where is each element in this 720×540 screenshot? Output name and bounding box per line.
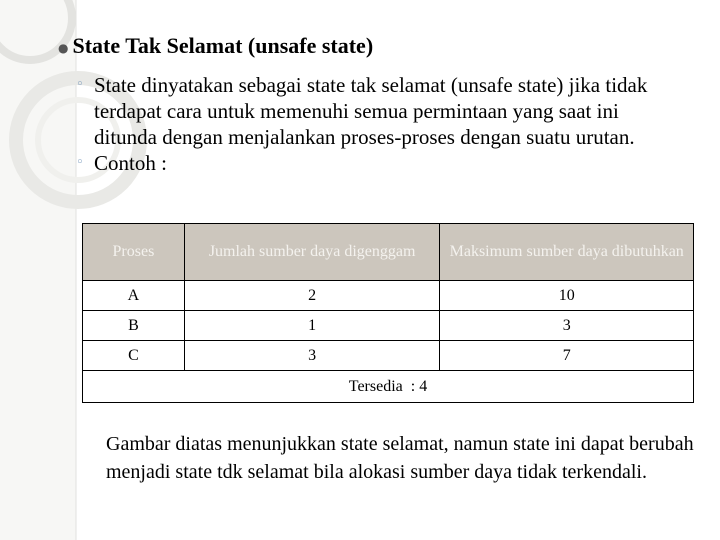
table-cell: 1 <box>184 311 440 341</box>
table-row <box>83 311 694 341</box>
header-cell-dibutuhkan: Maksimum sumber daya dibutuhkan <box>440 224 694 281</box>
ring-bullet-icon: ◦ <box>76 77 84 92</box>
table-cell: 3 <box>440 311 694 341</box>
header-cell-proses: Proses <box>83 224 185 281</box>
table-cell: B <box>83 311 185 341</box>
table-cell: 10 <box>440 281 694 311</box>
header-cell-digenggam: Jumlah sumber daya digenggam <box>184 224 440 281</box>
slide-title-text: State Tak Selamat (unsafe state) <box>72 33 374 58</box>
title-bullet-icon: ● <box>58 40 69 55</box>
resource-table <box>82 223 694 403</box>
bullet-text: Contoh : <box>94 151 167 175</box>
table-footer-row <box>83 371 694 403</box>
bullet-item <box>76 72 686 150</box>
bullet-list <box>76 72 686 176</box>
table-header-row <box>83 224 694 281</box>
table-cell: A <box>83 281 185 311</box>
bullet-item <box>76 150 686 176</box>
table-cell: 3 <box>184 341 440 371</box>
table-cell: 7 <box>440 341 694 371</box>
slide-title <box>58 33 373 59</box>
table-cell: C <box>83 341 185 371</box>
table-row <box>83 281 694 311</box>
table-cell: 2 <box>184 281 440 311</box>
table-footer-cell: Tersedia : 4 <box>83 371 694 403</box>
table-row <box>83 341 694 371</box>
bullet-text: State dinyatakan sebagai state tak selamat (unsafe state) jika tidak terdapat cara untuk memenuhi semua permintaan yang saat ini ditunda dengan menjalankan proses-proses dengan suatu urutan. <box>94 73 648 149</box>
ring-bullet-icon: ◦ <box>76 155 84 170</box>
explanation-paragraph: Gambar diatas menunjukkan state selamat, namun state ini dapat berubah menjadi state tdk selamat bila alokasi sumber daya tidak terkendali. <box>106 433 694 483</box>
